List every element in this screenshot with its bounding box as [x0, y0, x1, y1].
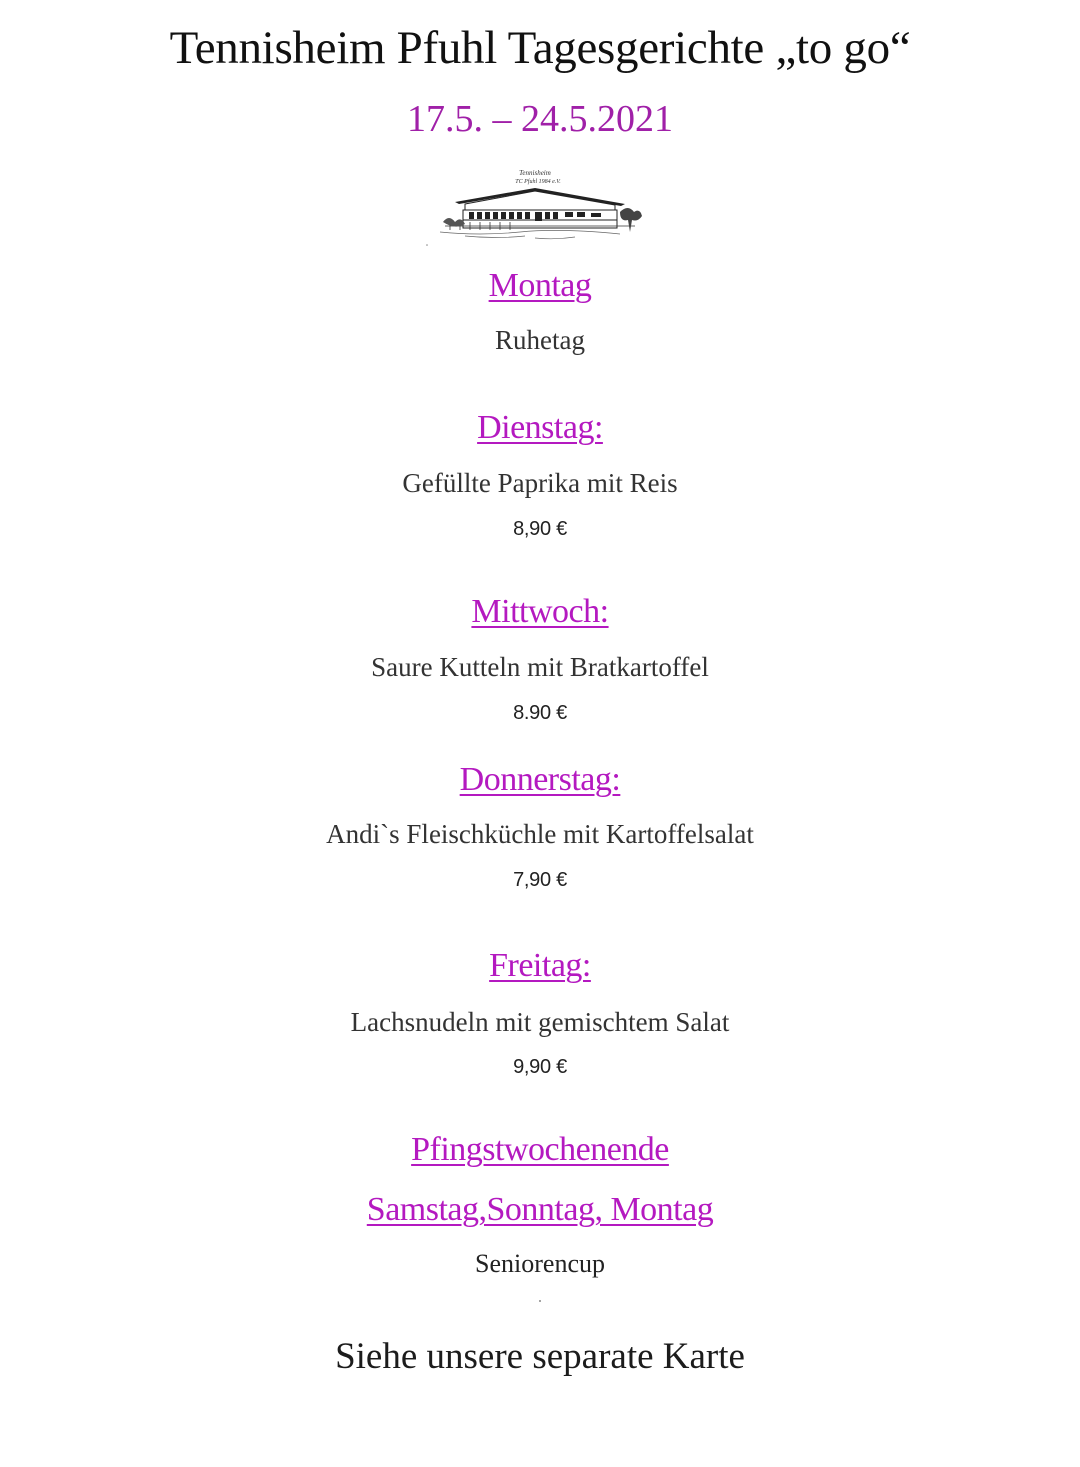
price-friday: 9,90 €: [513, 1056, 567, 1078]
day-heading-wednesday: Mittwoch:: [471, 593, 609, 630]
dish-thursday: Andi`s Fleischküchle mit Kartoffelsalat: [326, 819, 754, 849]
dish-tuesday: Gefüllte Paprika mit Reis: [402, 468, 678, 498]
footer-note: Siehe unsere separate Karte: [335, 1336, 745, 1377]
page-title: Tennisheim Pfuhl Tagesgerichte „to go“: [169, 22, 911, 74]
clubhouse-logo-image: [425, 160, 655, 250]
dish-friday: Lachsnudeln mit gemischtem Salat: [350, 1007, 730, 1037]
weekend-note: Seniorencup: [475, 1249, 605, 1278]
stray-dot: [539, 1300, 541, 1302]
logo-caption-line2: TC Pfuhl 1984 e.V.: [515, 179, 561, 185]
day-heading-tuesday: Dienstag:: [477, 409, 603, 446]
day-heading-thursday: Donnerstag:: [459, 761, 621, 798]
dish-monday: Ruhetag: [495, 325, 585, 355]
weekend-days: Samstag,Sonntag, Montag: [366, 1191, 714, 1228]
clubhouse-drawing-icon: [425, 160, 655, 250]
price-wednesday: 8.90 €: [513, 702, 567, 724]
logo-caption-line1: Tennisheim: [519, 169, 551, 177]
price-tuesday: 8,90 €: [513, 518, 567, 540]
dish-wednesday: Saure Kutteln mit Bratkartoffel: [371, 652, 709, 682]
weekend-heading: Pfingstwochenende: [411, 1131, 669, 1168]
day-heading-monday: Montag: [488, 267, 592, 304]
date-range: 17.5. – 24.5.2021: [407, 98, 673, 140]
day-heading-friday: Freitag:: [489, 947, 591, 984]
price-thursday: 7,90 €: [513, 869, 567, 891]
